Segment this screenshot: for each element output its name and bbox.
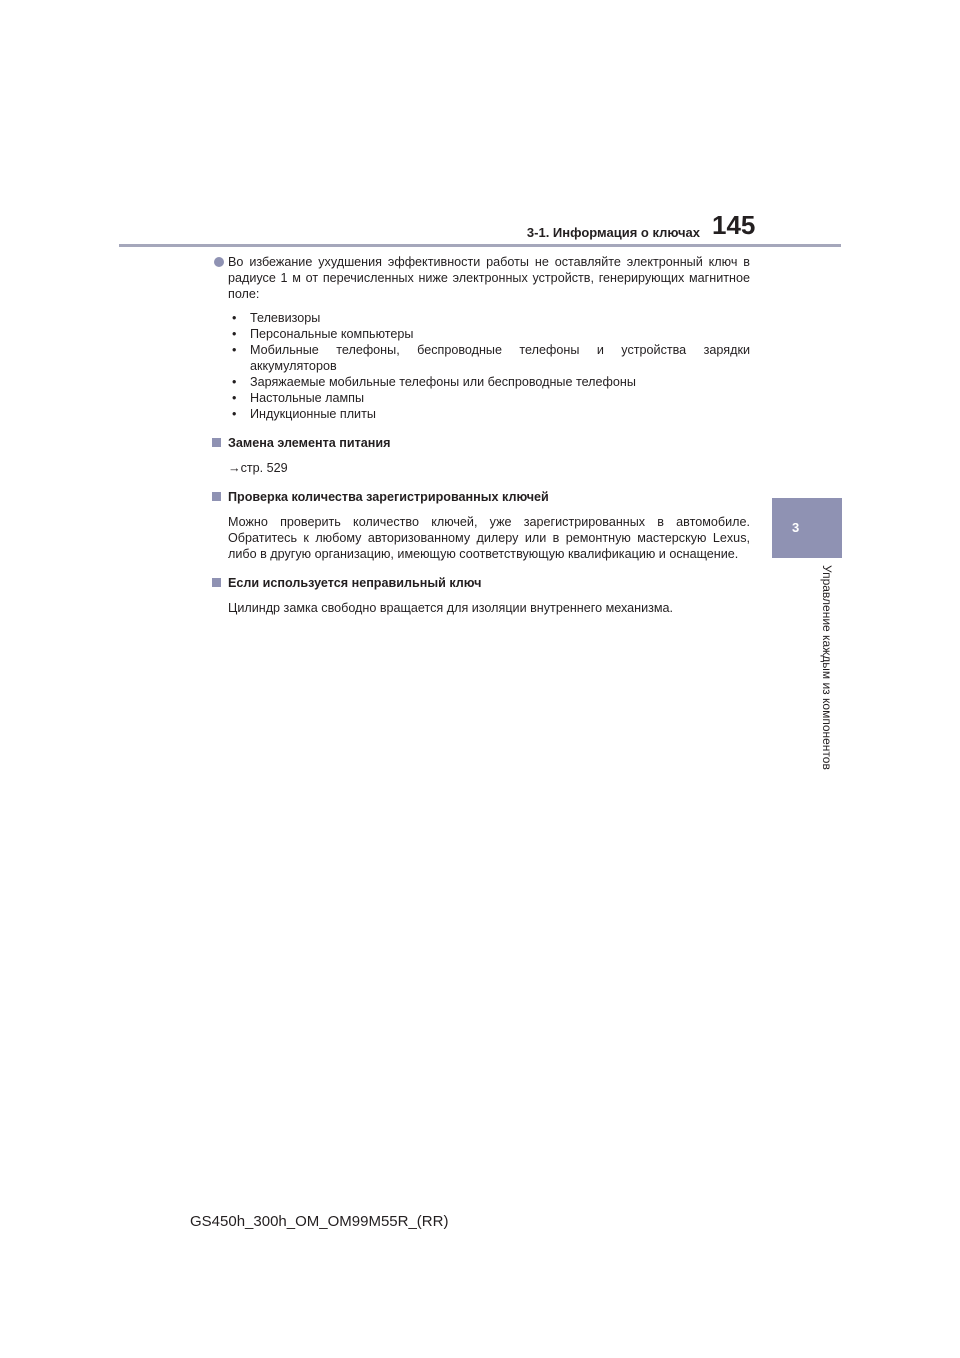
list-item: • Телевизоры xyxy=(232,311,321,325)
section-body-key-count: Можно проверить количество ключей, уже зарегистрированных в автомобиле. Обратитесь к любому авторизованному дилеру или в ремонтную мастерскую Lexus, либо в другую организацию, имеющую соответствующую квалификацию и оснащение. xyxy=(228,515,750,561)
page-number: 145 xyxy=(712,210,756,240)
bullet-dot: • xyxy=(232,391,237,405)
header-divider xyxy=(119,244,841,247)
arrow-right-icon: → xyxy=(228,461,241,475)
page-reference-text: стр. 529 xyxy=(240,461,288,475)
document-footer: GS450h_300h_OM_OM99M55R_(RR) xyxy=(190,1213,449,1230)
bullet-dot: • xyxy=(232,407,237,421)
square-bullet-icon xyxy=(212,438,221,447)
list-item: • Мобильные телефоны, беспроводные телефоны и устройства зарядки аккумуляторов xyxy=(232,343,750,373)
section-body-wrong-key: Цилиндр замка свободно вращается для изоляции внутреннего механизма. xyxy=(228,601,674,615)
list-item: • Индукционные плиты xyxy=(232,407,376,421)
page-reference[interactable] xyxy=(210,460,750,476)
section-heading-battery: Замена элемента питания xyxy=(210,435,750,451)
list-item: • Персональные компьютеры xyxy=(232,327,414,341)
square-bullet-icon xyxy=(212,578,221,587)
header-section-title: 3-1. Информация о ключах xyxy=(526,225,700,240)
page-content xyxy=(210,254,750,616)
section-heading-wrong-key: Если используется неправильный ключ xyxy=(210,575,750,591)
circle-bullet-icon xyxy=(214,257,224,267)
device-list xyxy=(228,310,750,422)
section-heading-key-count: Проверка количества зарегистрированных ключей xyxy=(210,489,750,505)
chapter-label: Управление каждым из компонентов xyxy=(820,565,834,770)
list-item: • Настольные лампы xyxy=(232,391,365,405)
list-item: • Заряжаемые мобильные телефоны или беспроводные телефоны xyxy=(232,375,636,389)
chapter-tab[interactable] xyxy=(772,498,842,558)
bullet-dot: • xyxy=(232,327,237,341)
bullet-dot: • xyxy=(232,375,237,389)
bullet-dot: • xyxy=(232,311,237,325)
chapter-number: 3 xyxy=(792,520,800,535)
intro-text: Во избежание ухудшения эффективности работы не оставляйте электронный ключ в радиусе 1 м от перечисленных ниже электронных устройств, генерирующих магнитное поле: xyxy=(228,255,750,301)
bullet-dot: • xyxy=(232,343,237,357)
square-bullet-icon xyxy=(212,492,221,501)
intro-block xyxy=(210,254,750,422)
